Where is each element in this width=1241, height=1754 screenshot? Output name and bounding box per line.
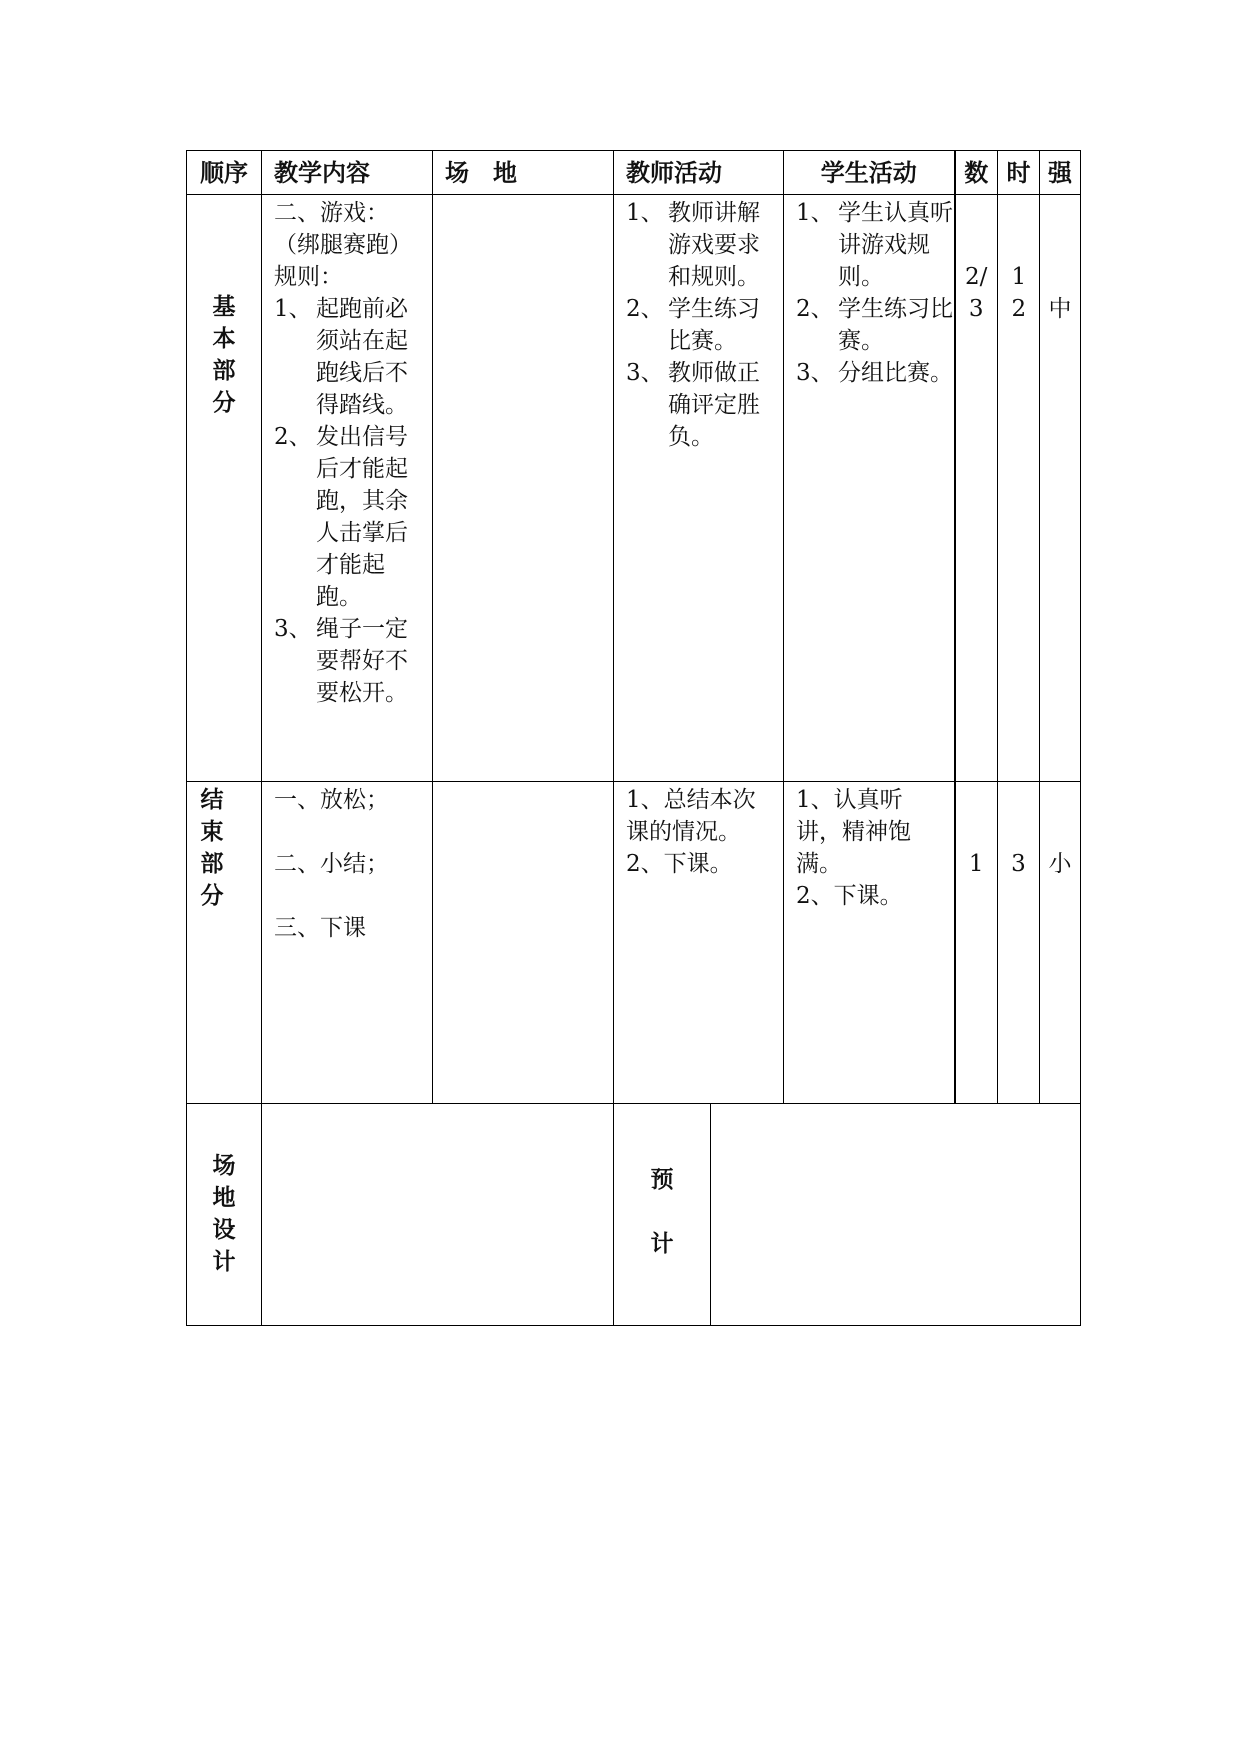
basic-content-cell xyxy=(262,195,433,782)
ending-item-summary: 二、小结； xyxy=(274,851,389,877)
student-item: 2、 学生练习比赛。 xyxy=(796,296,953,354)
header-venue: 场 地 xyxy=(433,151,614,195)
ending-student-2: 2、下课。 xyxy=(796,883,903,909)
header-intensity: 强 xyxy=(1040,151,1081,195)
ending-teacher-2: 2、下课。 xyxy=(626,851,733,877)
rule-item: 2、 发出信号后才能起跑，其余人击掌后才能起跑。 xyxy=(274,424,408,610)
rule-item: 3、 绳子一定要帮好不要松开。 xyxy=(274,616,408,706)
header-count: 数 xyxy=(955,151,998,195)
basic-part-row xyxy=(187,195,1081,782)
basic-time: 12 xyxy=(1011,264,1027,322)
basic-part-label: 基本部分 xyxy=(212,294,236,416)
ending-count: 1 xyxy=(955,782,998,1104)
estimate-area xyxy=(711,1104,1080,1325)
basic-count: 2/3 xyxy=(965,264,988,322)
ending-teacher-cell xyxy=(614,782,784,1104)
rules-title: 规则： xyxy=(274,264,343,290)
venue-design-label: 场地设计 xyxy=(212,1153,236,1275)
ending-venue-cell xyxy=(433,782,614,1104)
estimate-label-1: 预 xyxy=(650,1167,674,1193)
rules-list xyxy=(274,293,426,709)
basic-intensity: 中 xyxy=(1040,195,1081,782)
ending-part-row xyxy=(187,782,1081,1104)
ending-intensity: 小 xyxy=(1040,782,1081,1104)
teacher-item: 2、 学生练习比赛。 xyxy=(626,296,760,354)
ending-content-cell xyxy=(262,782,433,1104)
header-teacher: 教师活动 xyxy=(614,151,784,195)
teacher-list xyxy=(626,197,777,453)
lesson-plan-table xyxy=(186,150,1081,1326)
footer-row xyxy=(187,1104,1081,1326)
student-item: 3、 分组比赛。 xyxy=(796,360,953,386)
venue-design-area xyxy=(262,1104,614,1326)
basic-teacher-cell xyxy=(614,195,784,782)
estimate-label-cell xyxy=(614,1104,711,1325)
teacher-item: 1、 教师讲解游戏要求和规则。 xyxy=(626,200,760,290)
ending-student-cell xyxy=(784,782,955,1104)
ending-item-dismiss: 三、下课 xyxy=(274,915,366,941)
ending-teacher-1: 1、总结本次课的情况。 xyxy=(626,787,756,845)
header-row xyxy=(187,151,1081,195)
student-list xyxy=(796,197,954,389)
ending-time: 3 xyxy=(998,782,1040,1104)
rule-item: 1、 起跑前必须站在起跑线后不得踏线。 xyxy=(274,296,408,418)
basic-student-cell xyxy=(784,195,955,782)
header-content: 教学内容 xyxy=(262,151,433,195)
student-item: 1、 学生认真听讲游戏规则。 xyxy=(796,200,953,290)
teacher-item: 3、 教师做正确评定胜负。 xyxy=(626,360,760,450)
estimate-label-2: 计 xyxy=(650,1231,674,1257)
ending-item-relax: 一、放松； xyxy=(274,787,389,813)
game-name: （绑腿赛跑） xyxy=(274,232,412,258)
ending-student-1: 1、认真听讲，精神饱满。 xyxy=(796,787,911,877)
ending-part-label: 结束部分 xyxy=(200,787,224,909)
game-title: 二、游戏： xyxy=(274,200,389,226)
header-order: 顺序 xyxy=(187,151,262,195)
basic-venue-cell xyxy=(433,195,614,782)
header-time: 时 xyxy=(998,151,1040,195)
header-student: 学生活动 xyxy=(784,151,955,195)
